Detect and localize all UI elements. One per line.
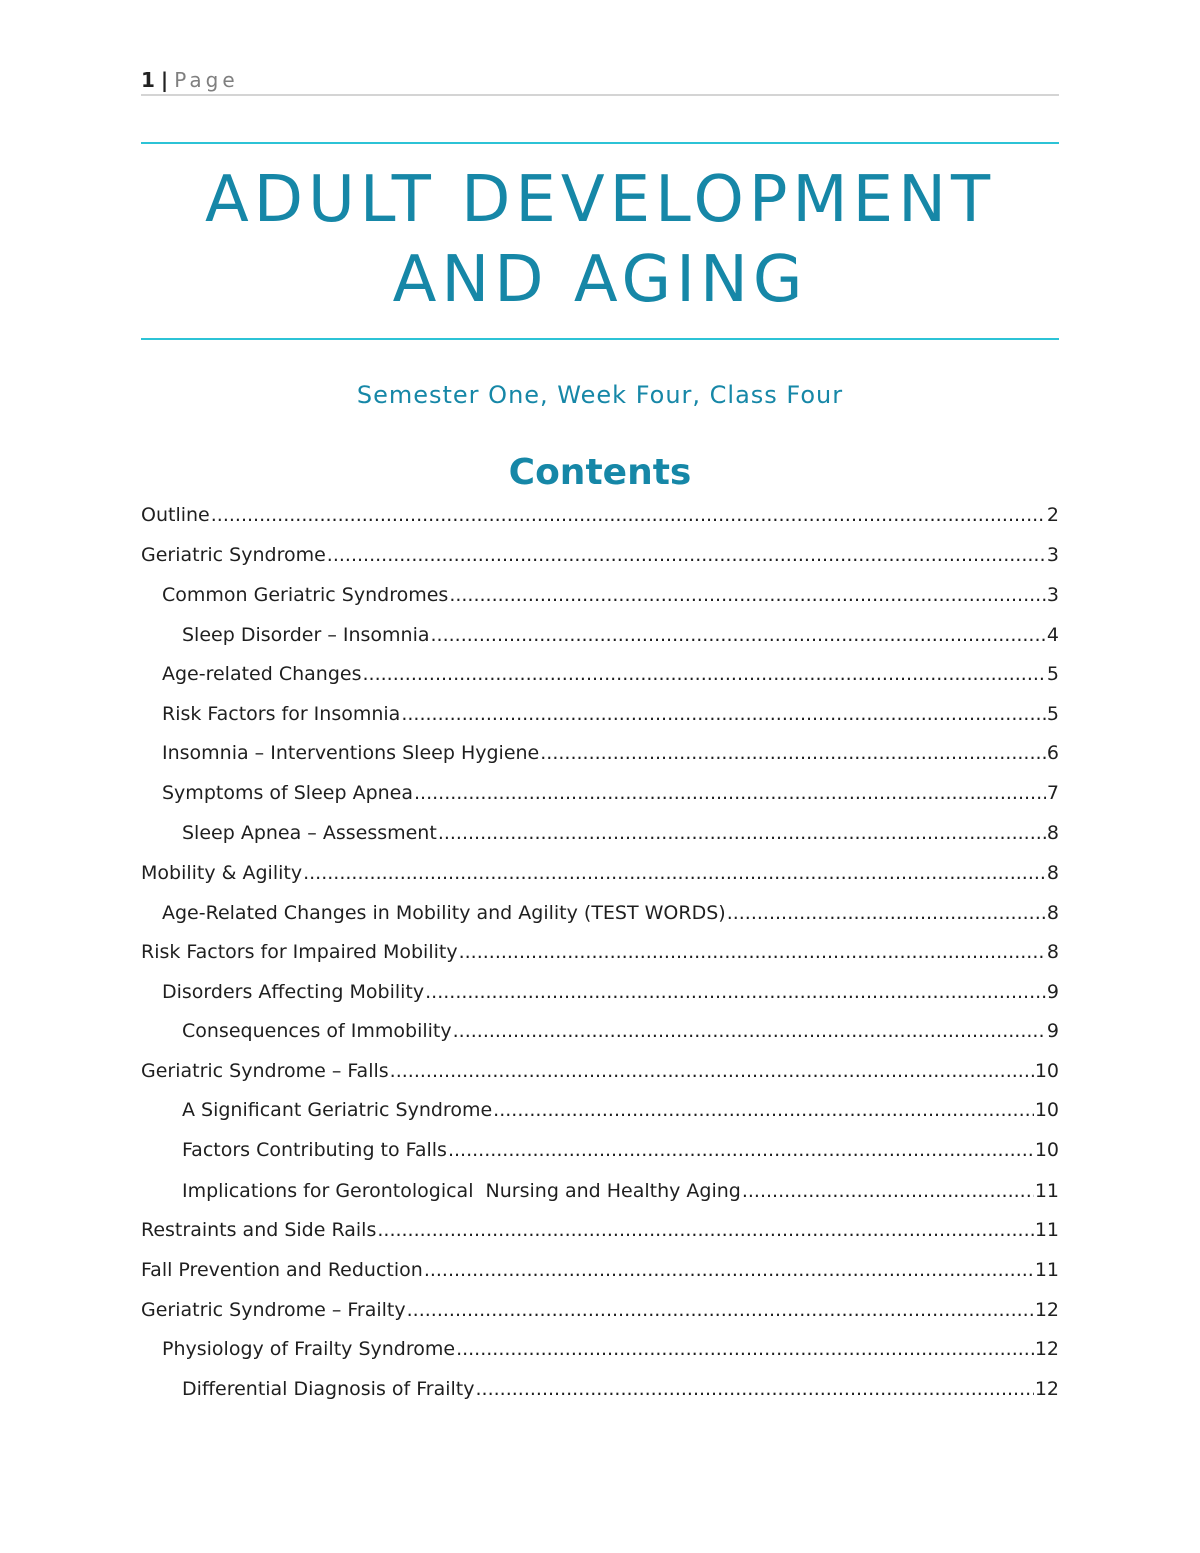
toc-dot-leader — [414, 778, 1046, 808]
toc-entry-label: Restraints and Side Rails — [141, 1219, 377, 1241]
toc-entry-label: Differential Diagnosis of Frailty — [182, 1378, 475, 1400]
toc-entry-page: 5 — [1046, 703, 1059, 725]
toc-entry-label: A Significant Geriatric Syndrome — [182, 1099, 493, 1121]
title-line-1: ADULT DEVELOPMENT — [204, 163, 996, 237]
toc-entry-page: 3 — [1046, 584, 1059, 606]
toc-entry-label: Symptoms of Sleep Apnea — [162, 782, 413, 804]
toc-entry-label: Age-related Changes — [162, 663, 362, 685]
toc-entry-page: 10 — [1034, 1099, 1059, 1121]
toc-entry[interactable] — [141, 898, 1059, 928]
toc-entry-label: Common Geriatric Syndromes — [162, 584, 449, 606]
toc-entry-label: Sleep Apnea – Assessment — [182, 822, 437, 844]
toc-entry-page: 12 — [1034, 1378, 1059, 1400]
toc-entry[interactable] — [141, 858, 1059, 888]
toc-entry-label: Mobility & Agility — [141, 862, 303, 884]
toc-dot-leader — [303, 858, 1046, 888]
toc-dot-leader — [476, 1374, 1034, 1404]
toc-entry-label: Sleep Disorder – Insomnia — [182, 624, 430, 646]
toc-entry-page: 6 — [1046, 742, 1059, 764]
toc-dot-leader — [493, 1095, 1034, 1125]
page-header — [141, 66, 1059, 96]
toc-entry[interactable] — [141, 1095, 1059, 1125]
toc-entry[interactable] — [141, 1295, 1059, 1325]
toc-entry-page: 12 — [1034, 1299, 1059, 1321]
toc-dot-leader — [401, 699, 1046, 729]
toc-entry[interactable] — [141, 1016, 1059, 1046]
toc-entry-page: 9 — [1046, 981, 1059, 1003]
header-separator: | — [160, 68, 169, 92]
toc-entry-page: 7 — [1046, 782, 1059, 804]
toc-entry[interactable] — [141, 620, 1059, 650]
contents-heading: Contents — [508, 452, 692, 493]
toc-entry-page: 11 — [1034, 1219, 1059, 1241]
page-number: 1 — [141, 68, 155, 92]
toc-entry[interactable] — [141, 1255, 1059, 1285]
toc-dot-leader — [424, 1255, 1034, 1285]
toc-entry-label: Geriatric Syndrome – Falls — [141, 1060, 389, 1082]
toc-dot-leader — [448, 1135, 1034, 1165]
toc-entry-page: 9 — [1046, 1020, 1059, 1042]
toc-entry[interactable] — [141, 1135, 1059, 1165]
toc-dot-leader — [449, 580, 1046, 610]
toc-entry[interactable] — [141, 1374, 1059, 1404]
toc-dot-leader — [390, 1056, 1034, 1086]
toc-entry-label: Insomnia – Interventions Sleep Hygiene — [162, 742, 540, 764]
toc-dot-leader — [431, 620, 1046, 650]
page-label: Page — [174, 68, 239, 92]
title-top-rule — [141, 142, 1059, 144]
toc-dot-leader — [363, 659, 1046, 689]
toc-entry-label: Outline — [141, 504, 210, 526]
toc-entry[interactable] — [141, 580, 1059, 610]
toc-entry-label: Physiology of Frailty Syndrome — [162, 1338, 456, 1360]
toc-entry[interactable] — [141, 1176, 1059, 1206]
toc-dot-leader — [425, 977, 1046, 1007]
toc-entry[interactable] — [141, 818, 1059, 848]
toc-entry-page: 8 — [1046, 862, 1059, 884]
toc-entry-label: Risk Factors for Impaired Mobility — [141, 941, 458, 963]
toc-entry-label: Geriatric Syndrome – Frailty — [141, 1299, 406, 1321]
document-subtitle: Semester One, Week Four, Class Four — [356, 381, 844, 409]
toc-entry-page: 3 — [1046, 544, 1059, 566]
toc-dot-leader — [377, 1215, 1033, 1245]
toc-entry[interactable] — [141, 977, 1059, 1007]
toc-entry-page: 11 — [1034, 1259, 1059, 1281]
toc-entry[interactable] — [141, 540, 1059, 570]
toc-entry[interactable] — [141, 500, 1059, 530]
toc-entry-label: Factors Contributing to Falls — [182, 1139, 447, 1161]
document-title — [141, 160, 1059, 320]
toc-entry-page: 10 — [1034, 1060, 1059, 1082]
toc-dot-leader — [327, 540, 1046, 570]
toc-entry[interactable] — [141, 699, 1059, 729]
toc-dot-leader — [453, 1016, 1046, 1046]
toc-entry-page: 10 — [1034, 1139, 1059, 1161]
toc-entry-label: Fall Prevention and Reduction — [141, 1259, 423, 1281]
toc-entry[interactable] — [141, 659, 1059, 689]
toc-entry-label: Disorders Affecting Mobility — [162, 981, 425, 1003]
toc-dot-leader — [727, 898, 1046, 928]
toc-entry-page: 11 — [1034, 1180, 1059, 1202]
toc-entry-page: 5 — [1046, 663, 1059, 685]
toc-entry-label: Risk Factors for Insomnia — [162, 703, 401, 725]
toc-dot-leader — [742, 1176, 1034, 1206]
toc-entry-page: 8 — [1046, 941, 1059, 963]
toc-entry[interactable] — [141, 778, 1059, 808]
toc-entry-page: 12 — [1034, 1338, 1059, 1360]
title-bottom-rule — [141, 338, 1059, 340]
toc-dot-leader — [459, 937, 1046, 967]
toc-entry-label: Consequences of Immobility — [182, 1020, 452, 1042]
toc-entry-label: Implications for Gerontological Nursing and Healthy Aging — [182, 1180, 741, 1202]
toc-entry[interactable] — [141, 738, 1059, 768]
toc-dot-leader — [438, 818, 1046, 848]
toc-entry-page: 2 — [1046, 504, 1059, 526]
title-line-2: AND AGING — [392, 243, 808, 317]
toc-entry[interactable] — [141, 1334, 1059, 1364]
toc-dot-leader — [540, 738, 1046, 768]
toc-entry-label: Age-Related Changes in Mobility and Agility (TEST WORDS) — [162, 902, 726, 924]
toc-entry-label: Geriatric Syndrome — [141, 544, 326, 566]
toc-dot-leader — [456, 1334, 1034, 1364]
toc-dot-leader — [211, 500, 1046, 530]
toc-dot-leader — [407, 1295, 1034, 1325]
toc-entry-page: 8 — [1046, 822, 1059, 844]
toc-entry[interactable] — [141, 1056, 1059, 1086]
toc-entry-page: 8 — [1046, 902, 1059, 924]
toc-entry[interactable] — [141, 937, 1059, 967]
toc-entry[interactable] — [141, 1215, 1059, 1245]
toc-entry-page: 4 — [1046, 624, 1059, 646]
